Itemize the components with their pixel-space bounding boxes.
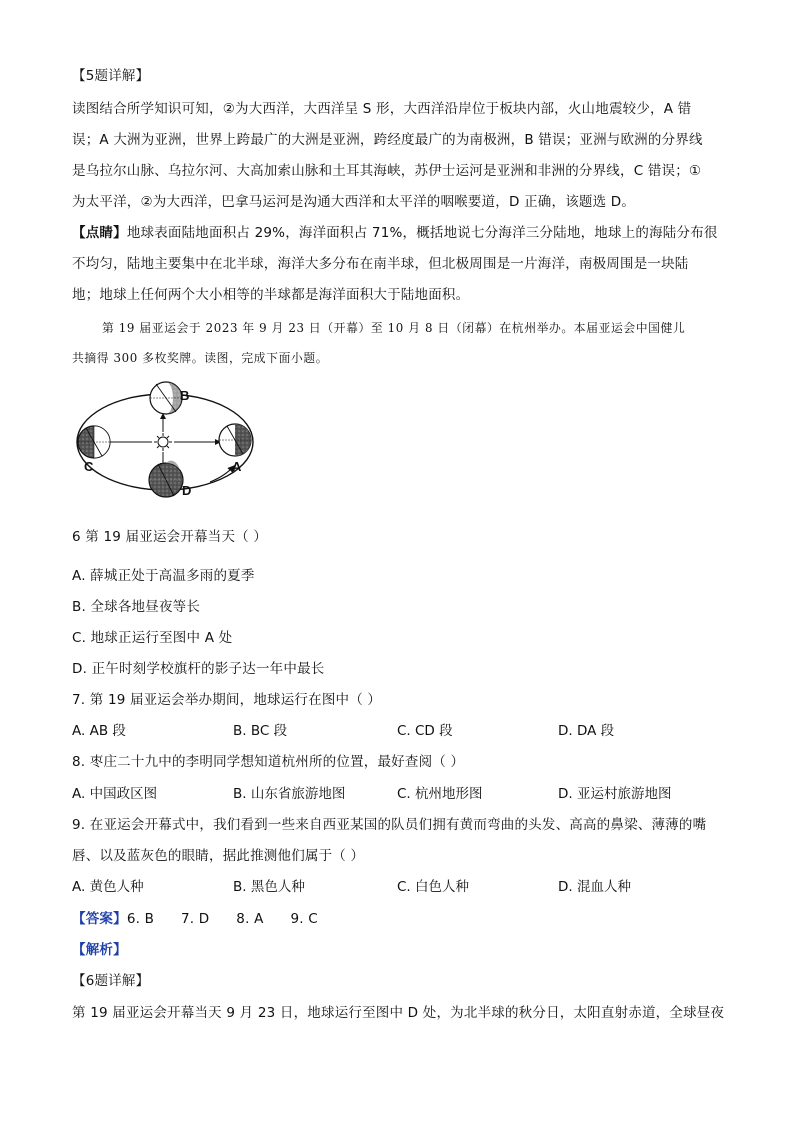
section-6-line-1: 第 19 届亚运会开幕当天 9 月 23 日，地球运行至图中 D 处，为北半球的秋分日，太阳直射赤道，全球昼夜	[72, 1005, 725, 1021]
section-5-paragraph-line-3: 是乌拉尔山脉、乌拉尔河、大高加索山脉和土耳其海峡，苏伊士运河是亚洲和非洲的分界线，C 错误；①	[72, 163, 702, 179]
label-d: D	[182, 483, 192, 498]
question-9-option-d: D. 混血人种	[558, 879, 631, 895]
tip-line-1	[72, 223, 718, 243]
question-7-option-c: C. CD 段	[397, 723, 453, 739]
earth-position-a	[219, 424, 251, 456]
answer-line	[72, 909, 318, 929]
section-5-heading: 【5题详解】	[72, 68, 150, 84]
question-6-option-c: C. 地球正运行至图中 A 处	[72, 630, 233, 646]
question-8-option-a: A. 中国政区图	[72, 786, 158, 802]
section-5-paragraph-line-4: 为太平洋，②为大西洋，巴拿马运河是沟通大西洋和太平洋的咽喉要道，D 正确，该题选 D。	[72, 194, 636, 210]
sun-icon	[154, 433, 172, 451]
analysis-label: 【解析】	[72, 942, 127, 958]
earth-orbit-diagram	[70, 378, 270, 510]
tip-label: 【点睛】	[72, 225, 127, 241]
question-6-stem: 6 第 19 届亚运会开幕当天（ ）	[72, 529, 268, 545]
question-6-option-a: A. 薛城正处于高温多雨的夏季	[72, 568, 255, 584]
section-5-paragraph-line-2: 误；A 大洲为亚洲，世界上跨最广的大洲是亚洲，跨经度最广的为南极洲，B 错误；亚洲与欧洲的分界线	[72, 132, 703, 148]
earth-position-b	[150, 382, 182, 414]
earth-position-d	[149, 461, 183, 497]
question-8-option-b: B. 山东省旅游地图	[233, 786, 346, 802]
tip-text-1: 地球表面陆地面积占 29%，海洋面积占 71%，概括地说七分海洋三分陆地，地球上的海陆分布很	[126, 225, 718, 241]
tip-line-3: 地；地球上任何两个大小相等的半球都是海洋面积大于陆地面积。	[72, 287, 470, 303]
question-8-stem: 8. 枣庄二十九中的李明同学想知道杭州所的位置，最好查阅（ ）	[72, 754, 465, 770]
question-9-option-b: B. 黑色人种	[233, 879, 305, 895]
label-c: C	[84, 459, 94, 474]
question-7-option-a: A. AB 段	[72, 723, 126, 739]
question-8-option-c: C. 杭州地形图	[397, 786, 483, 802]
question-9-option-a: A. 黄色人种	[72, 879, 144, 895]
question-7-option-d: D. DA 段	[558, 723, 615, 739]
answer-label: 【答案】	[72, 911, 127, 927]
intro-line-1: 第 19 届亚运会于 2023 年 9 月 23 日（开幕）至 10 月 8 日（闭幕）在杭州举办。本届亚运会中国健儿	[102, 321, 686, 335]
intro-line-2: 共摘得 300 多枚奖牌。读图，完成下面小题。	[72, 351, 329, 365]
question-6-option-d: D. 正午时刻学校旗杆的影子达一年中最长	[72, 661, 325, 677]
tip-line-2: 不均匀，陆地主要集中在北半球，海洋大多分布在南半球，但北极周围是一片海洋，南极周围是一块陆	[72, 256, 689, 272]
question-7-stem: 7. 第 19 届亚运会举办期间，地球运行在图中（ ）	[72, 692, 382, 708]
answer-text: 6. B 7. D 8. A 9. C	[126, 911, 318, 927]
question-9-stem-line-1: 9. 在亚运会开幕式中，我们看到一些来自西亚某国的队员们拥有黄而弯曲的头发、高高的鼻梁、薄薄的嘴	[72, 817, 707, 833]
question-9-stem-line-2: 唇、以及蓝灰色的眼睛，据此推测他们属于（ ）	[72, 848, 365, 864]
question-7-option-b: B. BC 段	[233, 723, 288, 739]
section-6-heading: 【6题详解】	[72, 973, 150, 989]
label-a: A	[232, 459, 242, 474]
question-8-option-d: D. 亚运村旅游地图	[558, 786, 672, 802]
earth-position-c	[78, 426, 110, 458]
question-9-option-c: C. 白色人种	[397, 879, 470, 895]
question-6-option-b: B. 全球各地昼夜等长	[72, 599, 201, 615]
label-b: B	[180, 388, 190, 403]
section-5-paragraph-line-1: 读图结合所学知识可知，②为大西洋，大西洋呈 S 形，大西洋沿岸位于板块内部，火山地震较少，A 错	[72, 101, 692, 117]
